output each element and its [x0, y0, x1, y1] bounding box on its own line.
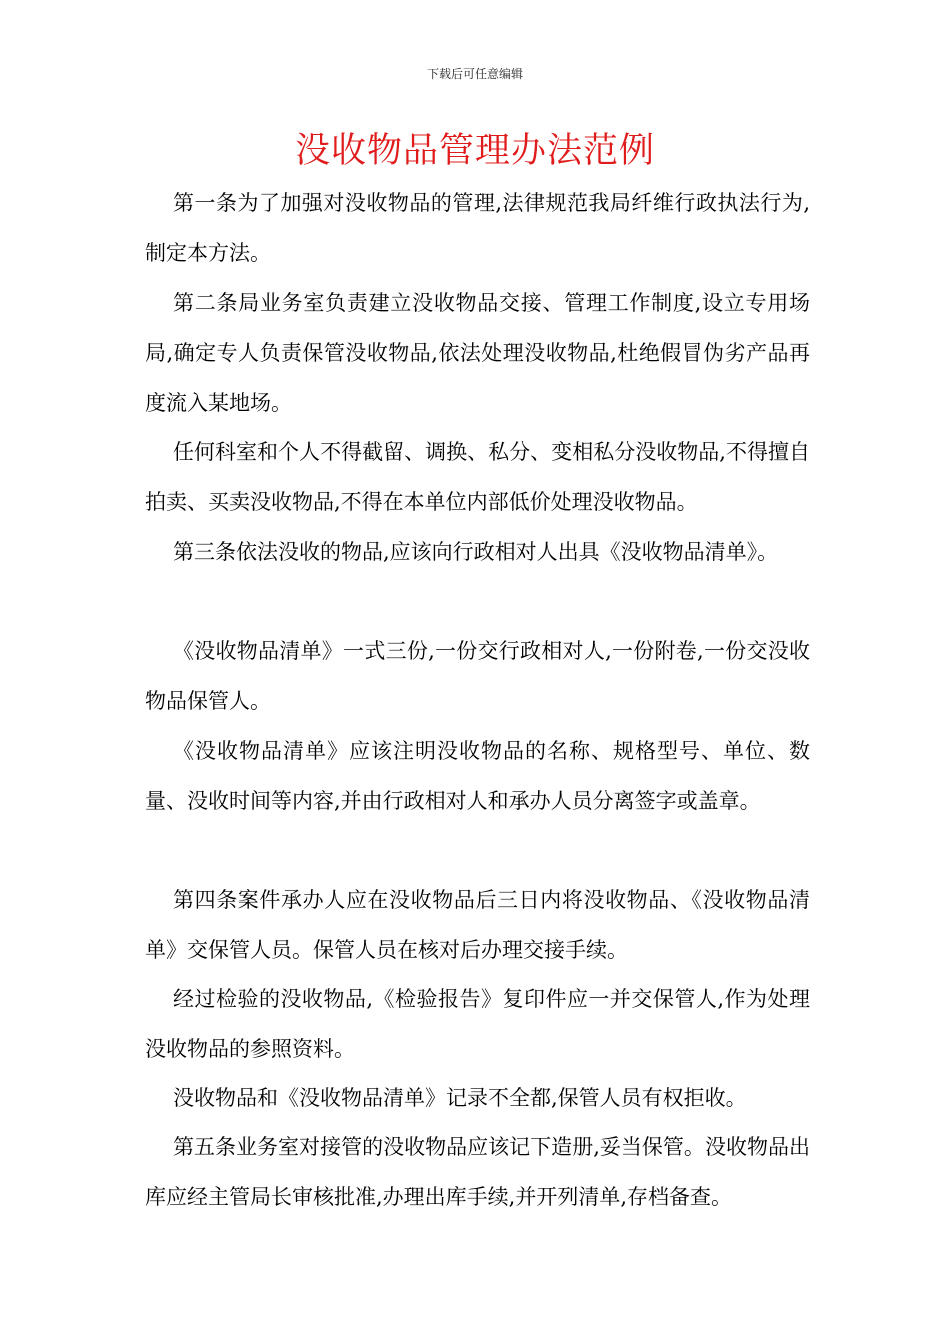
article-4-inspection-paragraph: 经过检验的没收物品,《检验报告》复印件应一并交保管人,作为处理没收物品的参照资料。	[145, 987, 810, 1061]
article-4-rejection-paragraph: 没收物品和《没收物品清单》记录不全都,保管人员有权拒收。	[173, 1086, 747, 1110]
article-3-paragraph: 第三条依法没收的物品,应该向行政相对人出具《没收物品清单》。	[173, 540, 779, 564]
article-2-paragraph: 第二条局业务室负责建立没收物品交接、管理工作制度,设立专用场局,确定专人负责保管没收物品,依法处理没收物品,杜绝假冒伪劣产品再度流入某地场。	[145, 291, 810, 415]
article-3-contents-paragraph: 《没收物品清单》应该注明没收物品的名称、规格型号、单位、数量、没收时间等内容,并由行政相对人和承办人员分离签字或盖章。	[145, 739, 810, 813]
header-note: 下载后可任意编辑	[426, 67, 523, 81]
article-5-paragraph: 第五条业务室对接管的没收物品应该记下造册,妥当保管。没收物品出库应经主管局长审核批准,办理出库手续,并开列清单,存档备查。	[145, 1135, 810, 1209]
article-4-paragraph: 第四条案件承办人应在没收物品后三日内将没收物品、《没收物品清单》交保管人员。保管人员在核对后办理交接手续。	[145, 888, 810, 962]
article-1-paragraph: 第一条为了加强对没收物品的管理,法律规范我局纤维行政执法行为,制定本方法。	[145, 191, 810, 265]
article-3-copies-paragraph: 《没收物品清单》一式三份,一份交行政相对人,一份附卷,一份交没收物品保管人。	[145, 639, 810, 713]
document-title: 没收物品管理办法范例	[294, 131, 655, 171]
article-2-prohibition-paragraph: 任何科室和个人不得截留、调换、私分、变相私分没收物品,不得擅自拍卖、买卖没收物品,不得在本单位内部低价处理没收物品。	[145, 440, 810, 514]
